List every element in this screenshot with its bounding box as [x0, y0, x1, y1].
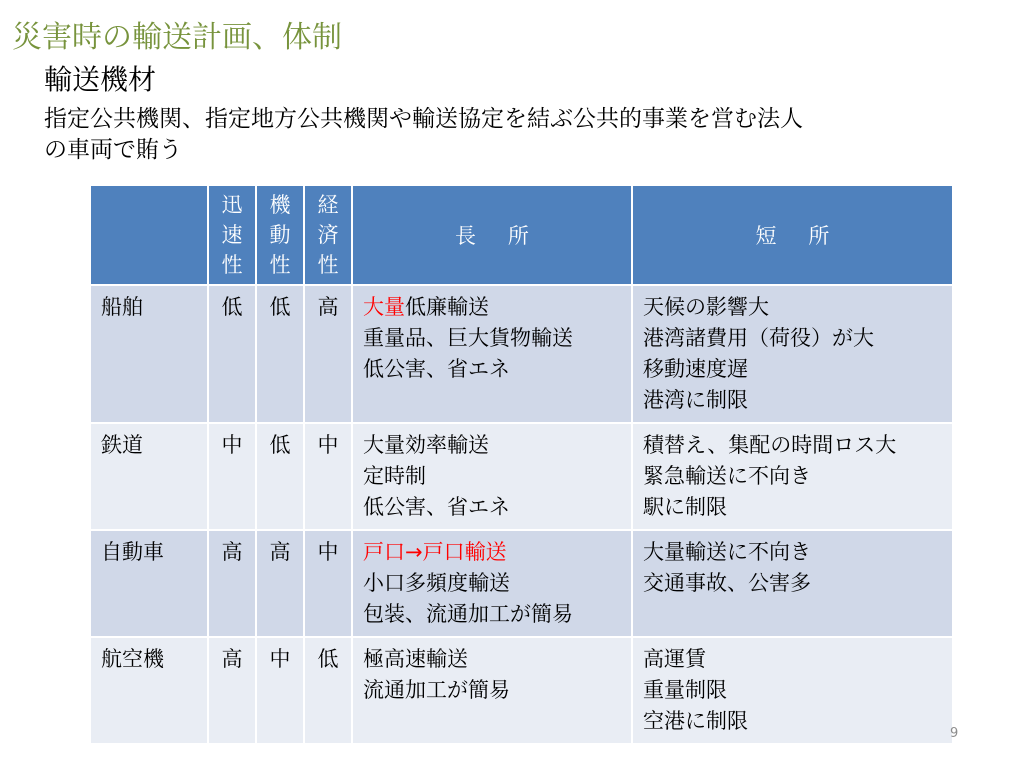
- economy-rating-cell: 中: [304, 530, 352, 637]
- header-mobility: [256, 185, 304, 285]
- header-char: 性: [221, 253, 243, 277]
- table-row: [90, 285, 953, 423]
- speed-rating-cell: 高: [208, 530, 256, 637]
- header-char: 機: [269, 193, 291, 217]
- transport-comparison-table: [89, 184, 954, 745]
- weakness-line: 港湾に制限: [643, 388, 748, 412]
- description-line: 指定公共機関、指定地方公共機関や輸送協定を結ぶ公共的事業を営む法人: [44, 106, 803, 132]
- table-row: [90, 423, 953, 530]
- highlighted-text: 戸口→戸口輸送: [363, 540, 507, 564]
- weakness-line: 大量輸送に不向き: [643, 540, 811, 564]
- strength-line: [363, 537, 621, 568]
- weakness-line: 空港に制限: [643, 709, 748, 733]
- strength-line: [363, 644, 621, 675]
- header-mode: [90, 185, 208, 285]
- weakness-line: 積替え、集配の時間ロス大: [643, 433, 897, 457]
- strength-line: [363, 675, 621, 706]
- header-char: 迅: [221, 193, 243, 217]
- table-body: [90, 285, 953, 744]
- transport-mode-cell: 航空機: [90, 637, 208, 744]
- mobility-rating-cell: 中: [256, 637, 304, 744]
- weaknesses-cell: [632, 530, 953, 637]
- header-economy: [304, 185, 352, 285]
- strength-line: [363, 323, 621, 354]
- strength-text: 大量効率輸送: [363, 433, 489, 457]
- header-char: 経: [317, 193, 339, 217]
- strength-text: 包装、流通加工が簡易: [363, 602, 573, 626]
- strength-text: 定時制: [363, 464, 426, 488]
- speed-rating-cell: 低: [208, 285, 256, 423]
- weakness-line: 移動速度遅: [643, 357, 748, 381]
- header-row: [90, 185, 953, 285]
- strengths-cell: [352, 423, 632, 530]
- strengths-cell: [352, 285, 632, 423]
- strength-text: 重量品、巨大貨物輸送: [363, 326, 573, 350]
- weakness-line: 港湾諸費用（荷役）が大: [643, 326, 874, 350]
- header-char: 済: [317, 223, 339, 247]
- transport-mode-cell: 船舶: [90, 285, 208, 423]
- strength-line: [363, 292, 621, 323]
- weakness-line: 交通事故、公害多: [643, 571, 811, 595]
- strength-line: [363, 430, 621, 461]
- header-weaknesses-label: 短 所: [755, 224, 843, 248]
- transport-mode-cell: 鉄道: [90, 423, 208, 530]
- weaknesses-cell: [632, 423, 953, 530]
- strength-line: [363, 461, 621, 492]
- header-char: 動: [269, 223, 291, 247]
- strength-text: 流通加工が簡易: [363, 678, 510, 702]
- transport-mode-cell: 自動車: [90, 530, 208, 637]
- strength-text: 低廉輸送: [405, 295, 489, 319]
- weakness-line: 天候の影響大: [643, 295, 769, 319]
- mobility-rating-cell: 高: [256, 530, 304, 637]
- weakness-line: 緊急輸送に不向き: [643, 464, 811, 488]
- weakness-line: 重量制限: [643, 678, 727, 702]
- highlighted-text: 大量: [363, 295, 405, 319]
- weaknesses-cell: [632, 285, 953, 423]
- strength-text: 低公害、省エネ: [363, 495, 510, 519]
- strength-text: 小口多頻度輸送: [363, 571, 510, 595]
- header-speed: [208, 185, 256, 285]
- strength-text: 極高速輸送: [363, 647, 468, 671]
- description-line: の車両で賄う: [44, 137, 182, 163]
- strengths-cell: [352, 637, 632, 744]
- slide-title: 災害時の輸送計画、体制: [12, 20, 342, 55]
- strength-line: [363, 599, 621, 630]
- economy-rating-cell: 中: [304, 423, 352, 530]
- economy-rating-cell: 高: [304, 285, 352, 423]
- header-strengths-label: 長 所: [455, 224, 542, 248]
- mobility-rating-cell: 低: [256, 423, 304, 530]
- weaknesses-cell: [632, 637, 953, 744]
- speed-rating-cell: 中: [208, 423, 256, 530]
- strength-text: 低公害、省エネ: [363, 357, 510, 381]
- economy-rating-cell: 低: [304, 637, 352, 744]
- weakness-line: 高運賃: [643, 647, 706, 671]
- strengths-cell: [352, 530, 632, 637]
- sub-heading: 輸送機材: [44, 63, 157, 96]
- header-char: 速: [221, 223, 243, 247]
- page-number: 9: [950, 726, 959, 741]
- header-char: 性: [317, 253, 339, 277]
- description: [44, 104, 984, 166]
- header-char: 性: [269, 253, 291, 277]
- header-weaknesses: [632, 185, 953, 285]
- strength-line: [363, 354, 621, 385]
- strength-line: [363, 568, 621, 599]
- header-strengths: [352, 185, 632, 285]
- table-row: [90, 530, 953, 637]
- speed-rating-cell: 高: [208, 637, 256, 744]
- mobility-rating-cell: 低: [256, 285, 304, 423]
- table-row: [90, 637, 953, 744]
- strength-line: [363, 492, 621, 523]
- weakness-line: 駅に制限: [643, 495, 727, 519]
